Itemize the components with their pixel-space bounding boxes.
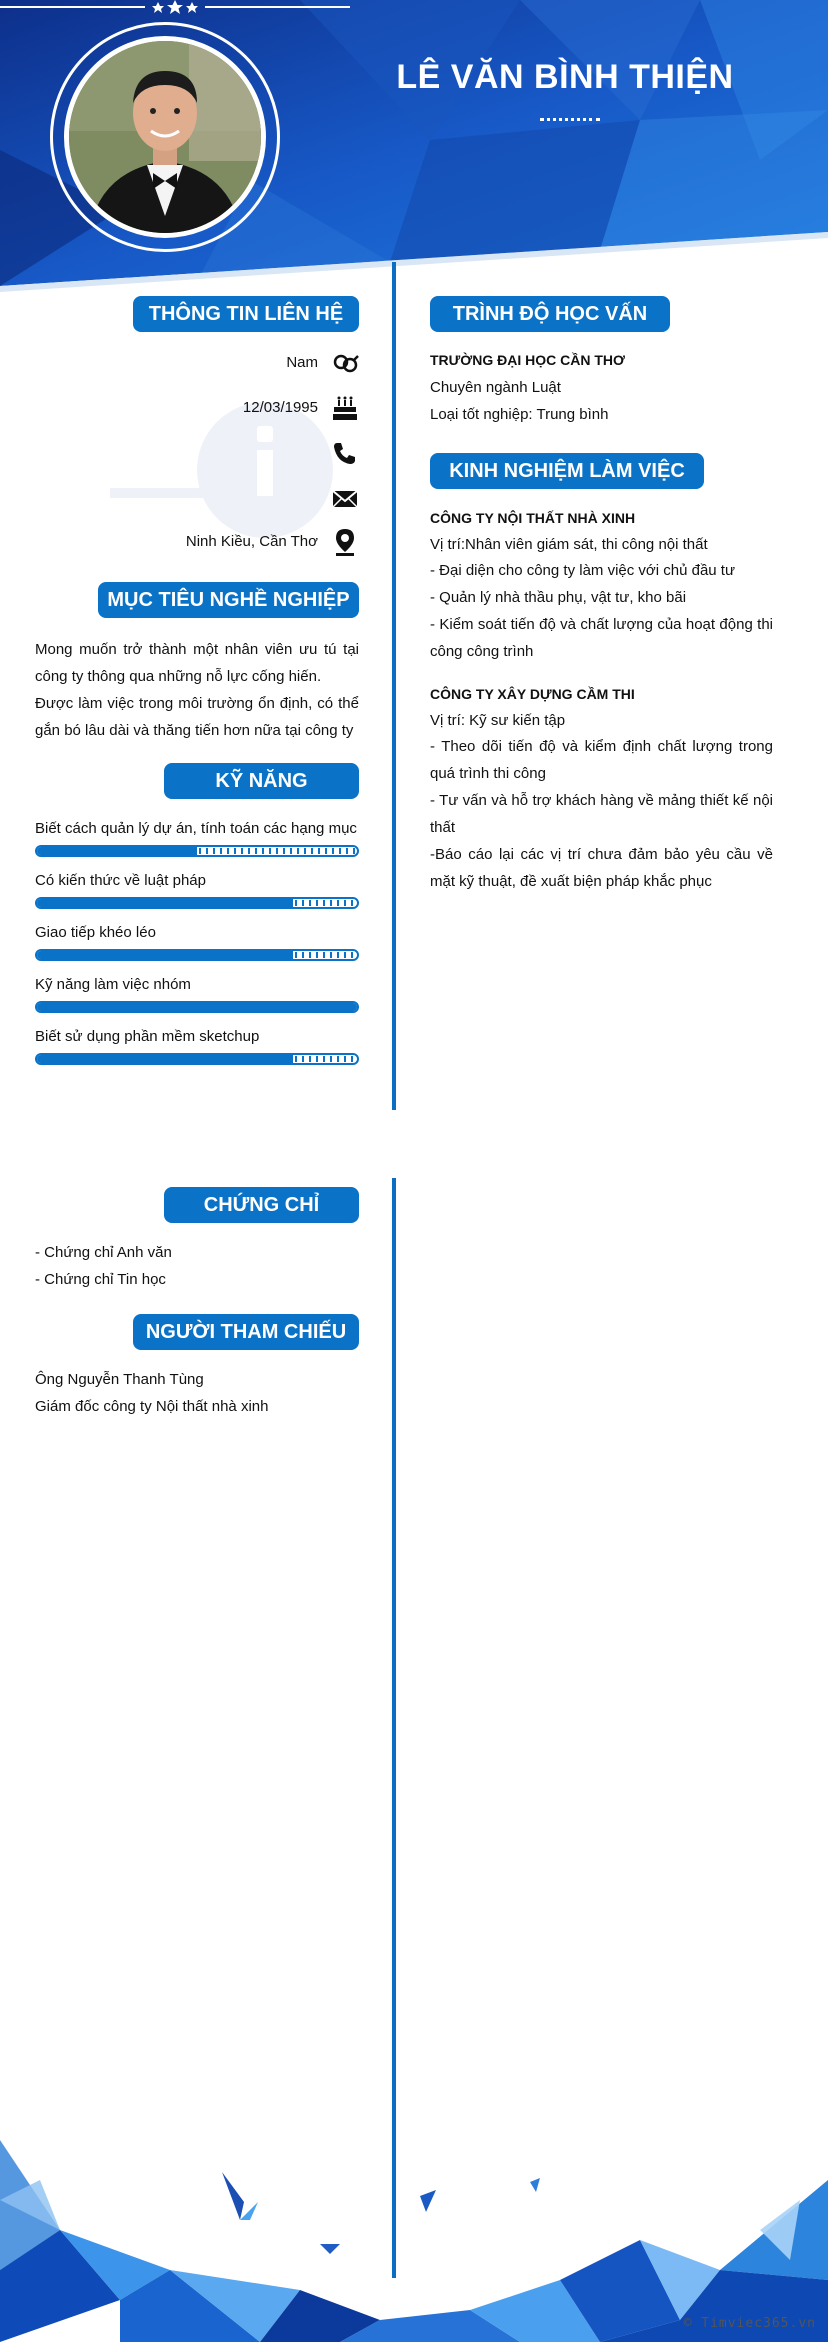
skill-bar-fill [37,1055,293,1063]
education-grade: Loại tốt nghiệp: Trung bình [430,406,609,423]
skill-label: Có kiến thức về luật pháp [35,872,206,889]
contact-row-phone [60,438,360,468]
skill-label: Kỹ năng làm việc nhóm [35,976,191,993]
phone-icon [330,438,360,468]
experience-section-title: KINH NGHIỆM LÀM VIỆC [430,453,704,489]
job-company: CÔNG TY NỘI THẤT NHÀ XINH [430,510,636,526]
skill-bar-remainder [199,848,355,854]
contact-section-title: THÔNG TIN LIÊN HỆ [133,296,359,332]
job-duty: - Tư vấn và hỗ trợ khách hàng về mảng thiết kế nội thất [430,792,773,836]
skill-bar [35,1001,359,1013]
location-pin-icon [330,527,360,557]
references-section-title: NGƯỜI THAM CHIẾU [133,1314,359,1350]
contact-row-birthday [60,393,360,423]
skill-bar-fill [37,951,293,959]
name-underline-dots [540,118,600,122]
skill-bar [35,1053,359,1065]
birthday-value: 12/03/1995 [242,399,318,416]
education-section-title: TRÌNH ĐỘ HỌC VẤN [430,296,670,332]
skill-label: Giao tiếp khéo léo [35,924,156,941]
job-duty: - Đại diện cho công ty làm việc với chủ đầu tư [430,562,736,579]
contact-row-mail [60,483,360,513]
job-duty: - Kiểm soát tiến độ và chất lượng của hoạt động thi công công trình [430,616,773,660]
candidate-name: LÊ VĂN BÌNH THIỆN [396,58,734,96]
objective-paragraph-1: Mong muốn trở thành một nhân viên ưu tú tại công ty thông qua những nỗ lực cống hiến. [35,641,359,685]
gender-value: Nam [286,354,318,371]
skill-bar [35,949,359,961]
skill-bar-fill [37,847,197,855]
certificate-item: - Chứng chỉ Anh văn [35,1244,172,1261]
footer-decoration [0,2120,828,2342]
skill-bar-fill [37,1003,357,1011]
contact-row-address [60,527,360,557]
skill-bar-fill [37,899,293,907]
certificate-item: - Chứng chỉ Tin học [35,1271,166,1288]
job-position: Vị trí: Kỹ sư kiến tập [430,712,566,729]
skill-bar-remainder [295,1056,355,1062]
job-duty: - Theo dõi tiến độ và kiểm định chất lượng trong quá trình thi công [430,738,773,782]
contact-row-gender [60,348,360,378]
mail-icon [330,483,360,513]
column-divider-top [392,262,396,1110]
avatar [64,36,266,238]
job-duty: - Quản lý nhà thầu phụ, vật tư, kho bãi [430,589,687,606]
skill-bar-remainder [295,900,355,906]
header-banner [0,0,828,300]
column-divider-bottom [392,1178,396,2278]
gender-icon [330,348,360,378]
education-major: Chuyên ngành Luật [430,379,561,396]
school-name: TRƯỜNG ĐẠI HỌC CẦN THƠ [430,352,625,368]
job-position: Vị trí:Nhân viên giám sát, thi công nội thất [430,536,708,553]
reference-name: Ông Nguyễn Thanh Tùng [35,1371,204,1388]
objective-paragraph-2: Được làm việc trong môi trường ổn định, có thể gắn bó lâu dài và thăng tiến hơn nữa tại công ty [35,695,359,739]
site-watermark: © Timviec365.vn [683,2316,816,2331]
skill-bar [35,897,359,909]
objective-section-title: MỤC TIÊU NGHỀ NGHIỆP [98,582,359,618]
job-duty: -Báo cáo lại các vị trí chưa đảm bảo yêu cầu về mặt kỹ thuật, đề xuất biện pháp khắc phục [430,846,773,890]
skill-label: Biết sử dụng phần mềm sketchup [35,1028,260,1045]
reference-role: Giám đốc công ty Nội thất nhà xinh [35,1398,269,1415]
birthday-cake-icon [330,393,360,423]
skills-section-title: KỸ NĂNG [164,763,359,799]
address-value: Ninh Kiều, Cần Thơ [185,533,318,550]
stars-divider [0,0,350,14]
skill-label: Biết cách quản lý dự án, tính toán các hạng mục [35,820,357,837]
job-company: CÔNG TY XÂY DỰNG CẦM THI [430,686,635,702]
skill-bar-remainder [295,952,355,958]
skill-bar [35,845,359,857]
certificates-section-title: CHỨNG CHỈ [164,1187,359,1223]
